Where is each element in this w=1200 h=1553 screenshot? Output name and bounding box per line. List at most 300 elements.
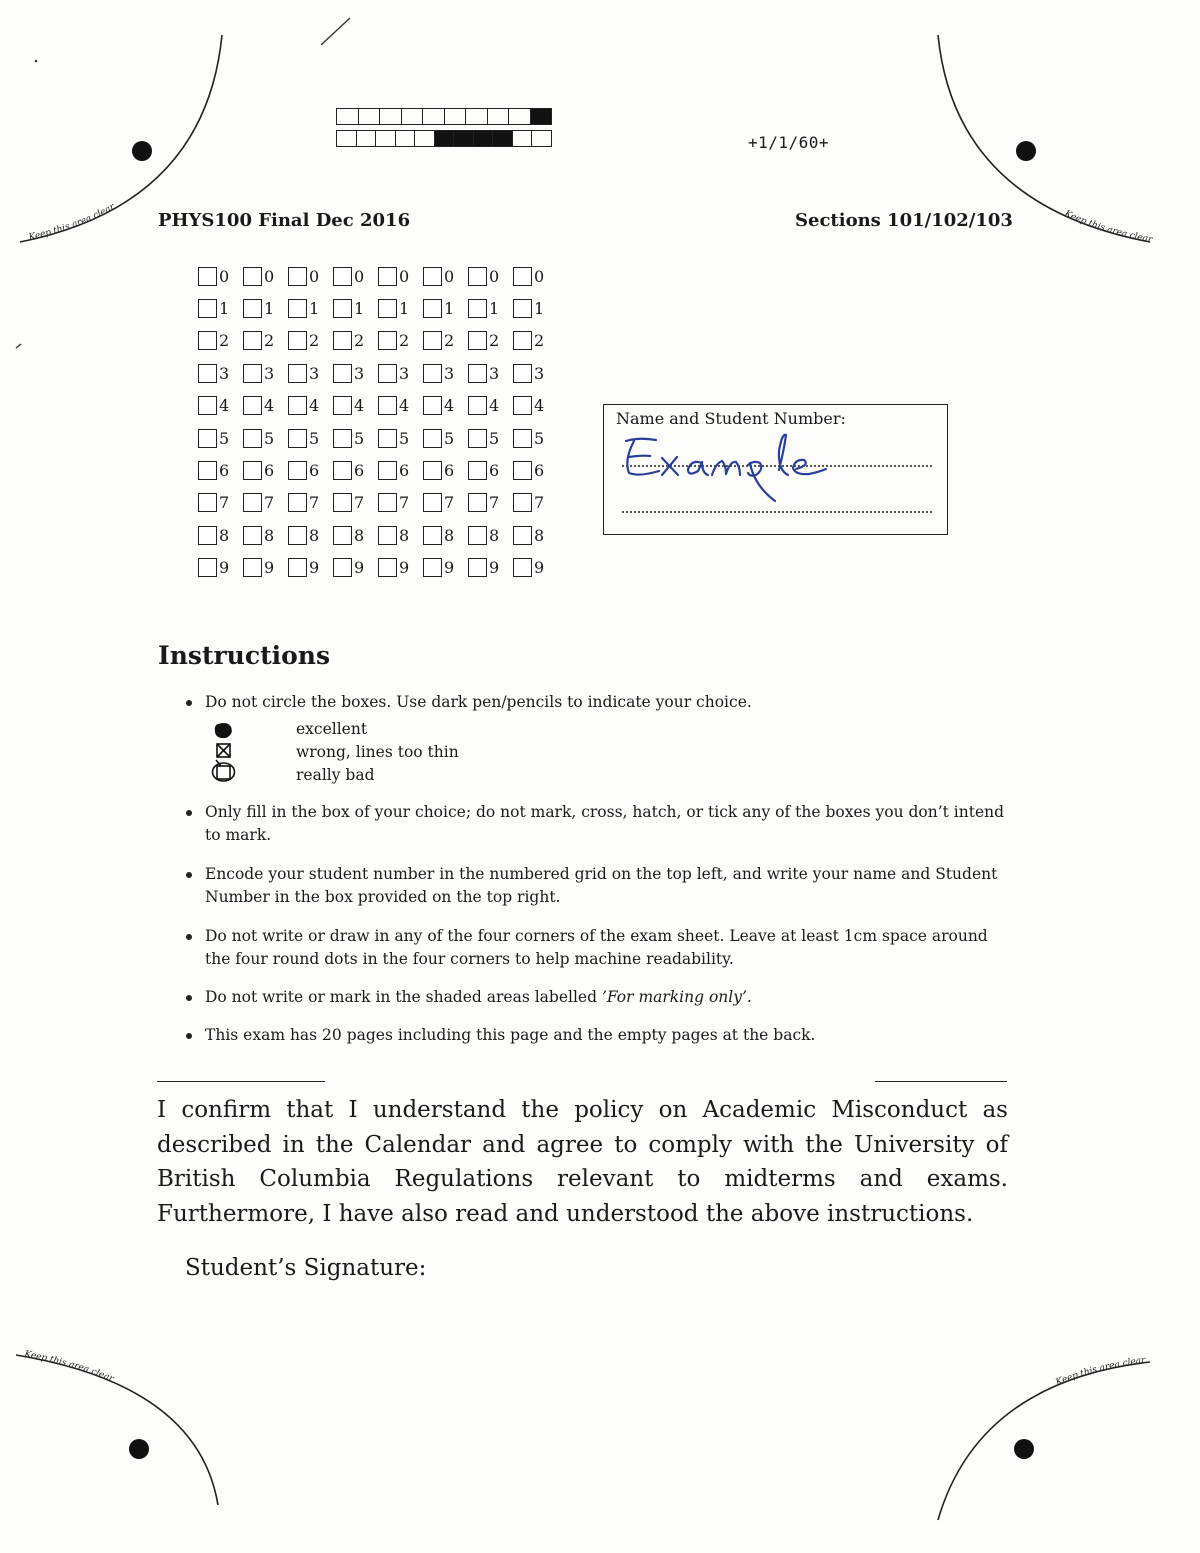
digit-checkbox[interactable]: [198, 558, 217, 577]
digit-label: 8: [399, 525, 410, 545]
excellent-mark-icon: [215, 723, 232, 738]
grid-row: [198, 325, 558, 357]
digit-checkbox[interactable]: [423, 396, 442, 415]
digit-checkbox[interactable]: [243, 429, 262, 448]
digit-option: [468, 461, 513, 480]
digit-checkbox[interactable]: [513, 461, 532, 480]
digit-option: [288, 331, 333, 350]
digit-label: 0: [444, 266, 455, 286]
grid-row: [198, 422, 558, 454]
digit-option: [198, 558, 243, 577]
digit-label: 3: [399, 363, 410, 383]
divider-left: [157, 1081, 325, 1082]
digit-checkbox[interactable]: [513, 364, 532, 383]
digit-option: [468, 364, 513, 383]
digit-checkbox[interactable]: [513, 267, 532, 286]
digit-label: 2: [354, 331, 365, 351]
instruction-item: Do not write or draw in any of the four corners of the exam sheet. Leave at least 1cm space around the four round dots in the four corners to help machine readability.: [186, 925, 1008, 971]
digit-checkbox[interactable]: [423, 493, 442, 512]
digit-option: [513, 364, 558, 383]
digit-checkbox[interactable]: [513, 558, 532, 577]
digit-checkbox[interactable]: [288, 493, 307, 512]
name-student-number-box[interactable]: [603, 404, 948, 535]
digit-option: [198, 364, 243, 383]
digit-checkbox[interactable]: [468, 331, 487, 350]
digit-checkbox[interactable]: [288, 558, 307, 577]
digit-option: [288, 396, 333, 415]
digit-checkbox[interactable]: [288, 299, 307, 318]
digit-checkbox[interactable]: [333, 331, 352, 350]
grid-row: [198, 292, 558, 324]
digit-label: 2: [444, 331, 455, 351]
digit-label: 5: [399, 428, 410, 448]
digit-checkbox[interactable]: [378, 364, 397, 383]
digit-option: [243, 493, 288, 512]
digit-label: 4: [354, 396, 365, 416]
academic-misconduct-statement: I confirm that I understand the policy on Academic Misconduct as described in the Calendar and agree to comply with the University of British Columbia Regulations relevant to midterms and exams. Furthermore, I have also read and understood the above instructions.: [157, 1097, 1008, 1227]
thin-lines-mark-icon: [217, 744, 230, 757]
digit-label: 7: [264, 493, 275, 513]
digit-option: [468, 396, 513, 415]
grid-row: [198, 390, 558, 422]
digit-label: 2: [264, 331, 275, 351]
digit-label: 1: [399, 299, 410, 319]
digit-option: [378, 267, 423, 286]
digit-option: [243, 331, 288, 350]
digit-label: 5: [444, 428, 455, 448]
digit-checkbox[interactable]: [513, 299, 532, 318]
digit-option: [198, 331, 243, 350]
digit-checkbox[interactable]: [243, 364, 262, 383]
digit-label: 1: [444, 299, 455, 319]
digit-option: [288, 493, 333, 512]
digit-label: 6: [309, 461, 320, 481]
digit-option: [468, 558, 513, 577]
stray-mark: [16, 344, 21, 348]
digit-checkbox[interactable]: [378, 493, 397, 512]
barcode-cell: [531, 108, 553, 125]
digit-label: 7: [489, 493, 500, 513]
page-barcode-bottom: [336, 130, 552, 147]
digit-option: [198, 526, 243, 545]
digit-option: [513, 299, 558, 318]
digit-option: [243, 364, 288, 383]
digit-checkbox[interactable]: [333, 526, 352, 545]
grid-row: [198, 454, 558, 486]
digit-label: 2: [399, 331, 410, 351]
digit-option: [468, 267, 513, 286]
digit-checkbox[interactable]: [198, 461, 217, 480]
digit-option: [333, 461, 378, 480]
digit-label: 3: [489, 363, 500, 383]
digit-option: [513, 558, 558, 577]
digit-option: [288, 299, 333, 318]
digit-label: 3: [534, 363, 545, 383]
grid-row: [198, 519, 558, 551]
digit-label: 4: [309, 396, 320, 416]
digit-checkbox[interactable]: [288, 526, 307, 545]
legend-wrong: wrong, lines too thin: [296, 743, 459, 761]
digit-label: 6: [534, 461, 545, 481]
digit-option: [288, 558, 333, 577]
digit-option: [288, 429, 333, 448]
barcode-cell: [445, 108, 467, 125]
barcode-cell: [509, 108, 531, 125]
digit-option: [423, 396, 468, 415]
course-title: PHYS100 Final Dec 2016: [158, 210, 411, 231]
digit-checkbox[interactable]: [468, 429, 487, 448]
digit-label: 6: [399, 461, 410, 481]
digit-option: [513, 396, 558, 415]
barcode-cell: [423, 108, 445, 125]
barcode-cell: [474, 130, 494, 147]
digit-label: 5: [264, 428, 275, 448]
digit-option: [288, 267, 333, 286]
barcode-cell: [493, 130, 513, 147]
bullet-icon: [186, 700, 192, 706]
digit-checkbox[interactable]: [243, 558, 262, 577]
digit-label: 3: [444, 363, 455, 383]
digit-option: [468, 299, 513, 318]
digit-option: [198, 429, 243, 448]
digit-checkbox[interactable]: [288, 396, 307, 415]
digit-option: [243, 267, 288, 286]
digit-checkbox[interactable]: [198, 331, 217, 350]
instruction-item: Do not circle the boxes. Use dark pen/pencils to indicate your choice.: [186, 691, 1008, 714]
digit-label: 6: [219, 461, 230, 481]
digit-checkbox[interactable]: [378, 526, 397, 545]
digit-checkbox[interactable]: [513, 493, 532, 512]
digit-option: [378, 493, 423, 512]
digit-checkbox[interactable]: [198, 267, 217, 286]
digit-option: [243, 558, 288, 577]
page-code: +1/1/60+: [748, 133, 830, 152]
digit-option: [378, 526, 423, 545]
digit-label: 1: [219, 299, 230, 319]
digit-checkbox[interactable]: [513, 429, 532, 448]
handwritten-name: [604, 425, 949, 505]
digit-label: 0: [309, 266, 320, 286]
digit-label: 9: [354, 558, 365, 578]
digit-label: 3: [354, 363, 365, 383]
digit-label: 0: [534, 266, 545, 286]
name-line-2: [622, 511, 932, 513]
digit-checkbox[interactable]: [513, 396, 532, 415]
digit-label: 1: [309, 299, 320, 319]
digit-checkbox[interactable]: [333, 267, 352, 286]
digit-checkbox[interactable]: [513, 331, 532, 350]
digit-option: [423, 267, 468, 286]
digit-checkbox[interactable]: [378, 461, 397, 480]
digit-label: 5: [219, 428, 230, 448]
digit-checkbox[interactable]: [423, 267, 442, 286]
digit-option: [333, 493, 378, 512]
digit-option: [288, 526, 333, 545]
barcode-cell: [336, 130, 357, 147]
sections-label: Sections 101/102/103: [795, 210, 1013, 231]
digit-label: 2: [219, 331, 230, 351]
digit-option: [423, 461, 468, 480]
digit-option: [198, 299, 243, 318]
digit-label: 6: [489, 461, 500, 481]
digit-option: [423, 493, 468, 512]
digit-option: [513, 267, 558, 286]
digit-checkbox[interactable]: [243, 461, 262, 480]
instruction-text: Do not write or mark in the shaded areas labelled: [205, 988, 602, 1006]
digit-option: [333, 331, 378, 350]
digit-option: [513, 526, 558, 545]
barcode-cell: [488, 108, 510, 125]
digit-label: 6: [444, 461, 455, 481]
digit-option: [333, 267, 378, 286]
digit-label: 6: [264, 461, 275, 481]
digit-option: [378, 396, 423, 415]
digit-option: [378, 429, 423, 448]
digit-checkbox[interactable]: [243, 396, 262, 415]
digit-label: 8: [489, 525, 500, 545]
digit-option: [513, 461, 558, 480]
digit-label: 7: [399, 493, 410, 513]
digit-label: 5: [534, 428, 545, 448]
digit-checkbox[interactable]: [198, 299, 217, 318]
digit-checkbox[interactable]: [378, 396, 397, 415]
digit-label: 3: [219, 363, 230, 383]
name-box-label: Name and Student Number:: [616, 409, 846, 428]
digit-label: 8: [444, 525, 455, 545]
bullet-icon: [186, 1033, 192, 1039]
digit-label: 4: [534, 396, 545, 416]
digit-label: 9: [444, 558, 455, 578]
registration-dot-bottom-left: [129, 1439, 149, 1459]
digit-checkbox[interactable]: [288, 267, 307, 286]
digit-option: [198, 461, 243, 480]
digit-checkbox[interactable]: [288, 331, 307, 350]
marking-legend-icons: [206, 720, 238, 786]
digit-label: 7: [219, 493, 230, 513]
digit-label: 9: [219, 558, 230, 578]
digit-checkbox[interactable]: [468, 558, 487, 577]
digit-checkbox[interactable]: [333, 558, 352, 577]
bullet-icon: [186, 872, 192, 878]
digit-label: 0: [264, 266, 275, 286]
digit-checkbox[interactable]: [423, 429, 442, 448]
digit-checkbox[interactable]: [243, 331, 262, 350]
digit-label: 5: [489, 428, 500, 448]
digit-label: 3: [309, 363, 320, 383]
barcode-cell: [396, 130, 416, 147]
digit-checkbox[interactable]: [198, 526, 217, 545]
digit-checkbox[interactable]: [198, 364, 217, 383]
digit-checkbox[interactable]: [423, 299, 442, 318]
bullet-icon: [186, 995, 192, 1001]
stray-mark: [321, 18, 350, 45]
instruction-emphasis: ’For marking only’.: [601, 988, 752, 1006]
digit-checkbox[interactable]: [243, 267, 262, 286]
barcode-cell: [435, 130, 455, 147]
digit-label: 7: [534, 493, 545, 513]
digit-checkbox[interactable]: [333, 364, 352, 383]
digit-label: 2: [534, 331, 545, 351]
instruction-item: Only fill in the box of your choice; do not mark, cross, hatch, or tick any of the boxes you don’t intend to mark.: [186, 801, 1008, 847]
barcode-cell: [513, 130, 533, 147]
digit-option: [333, 396, 378, 415]
corner-label-bottom-right: Keep this area clear: [1054, 1355, 1147, 1389]
digit-checkbox[interactable]: [468, 267, 487, 286]
digit-checkbox[interactable]: [468, 299, 487, 318]
digit-label: 6: [354, 461, 365, 481]
digit-checkbox[interactable]: [243, 299, 262, 318]
digit-label: 4: [264, 396, 275, 416]
digit-label: 4: [489, 396, 500, 416]
corner-arc-bottom-left: [16, 1355, 218, 1505]
digit-label: 5: [309, 428, 320, 448]
digit-checkbox[interactable]: [333, 493, 352, 512]
student-number-grid: [198, 260, 558, 584]
digit-checkbox[interactable]: [243, 526, 262, 545]
digit-option: [513, 331, 558, 350]
digit-checkbox[interactable]: [198, 493, 217, 512]
digit-option: [243, 461, 288, 480]
digit-checkbox[interactable]: [468, 526, 487, 545]
digit-checkbox[interactable]: [333, 429, 352, 448]
digit-label: 8: [354, 525, 365, 545]
barcode-cell: [336, 108, 359, 125]
digit-label: 2: [489, 331, 500, 351]
digit-label: 0: [354, 266, 365, 286]
digit-label: 9: [489, 558, 500, 578]
digit-label: 9: [399, 558, 410, 578]
digit-checkbox[interactable]: [423, 331, 442, 350]
digit-checkbox[interactable]: [198, 396, 217, 415]
divider-right: [875, 1081, 1007, 1082]
digit-label: 4: [444, 396, 455, 416]
registration-dot-top-left: [132, 141, 152, 161]
digit-checkbox[interactable]: [378, 331, 397, 350]
digit-checkbox[interactable]: [378, 429, 397, 448]
page-barcode-top: [336, 108, 552, 125]
digit-checkbox[interactable]: [243, 493, 262, 512]
digit-option: [378, 558, 423, 577]
digit-option: [468, 429, 513, 448]
digit-option: [198, 267, 243, 286]
digit-option: [198, 396, 243, 415]
digit-checkbox[interactable]: [288, 461, 307, 480]
digit-option: [468, 493, 513, 512]
corner-arc-bottom-right: [938, 1362, 1150, 1520]
digit-label: 7: [354, 493, 365, 513]
digit-checkbox[interactable]: [423, 558, 442, 577]
digit-option: [288, 364, 333, 383]
digit-checkbox[interactable]: [468, 461, 487, 480]
digit-option: [378, 364, 423, 383]
digit-label: 1: [264, 299, 275, 319]
digit-checkbox[interactable]: [513, 526, 532, 545]
digit-checkbox[interactable]: [423, 526, 442, 545]
bullet-icon: [186, 810, 192, 816]
instruction-item: This exam has 20 pages including this page and the empty pages at the back.: [186, 1024, 1008, 1047]
legend-excellent: excellent: [296, 720, 368, 738]
digit-checkbox[interactable]: [288, 429, 307, 448]
digit-option: [513, 493, 558, 512]
digit-option: [513, 429, 558, 448]
digit-option: [333, 299, 378, 318]
digit-checkbox[interactable]: [423, 461, 442, 480]
digit-label: 8: [534, 525, 545, 545]
digit-label: 0: [489, 266, 500, 286]
digit-label: 9: [534, 558, 545, 578]
digit-label: 4: [219, 396, 230, 416]
digit-label: 9: [309, 558, 320, 578]
signature-label: Student’s Signature:: [185, 1255, 427, 1281]
digit-option: [333, 558, 378, 577]
digit-checkbox[interactable]: [378, 267, 397, 286]
digit-option: [468, 331, 513, 350]
digit-option: [378, 331, 423, 350]
digit-option: [243, 526, 288, 545]
digit-label: 8: [219, 525, 230, 545]
barcode-cell: [376, 130, 396, 147]
digit-checkbox[interactable]: [378, 299, 397, 318]
digit-label: 5: [354, 428, 365, 448]
corner-label-top-left: Keep this area clear: [27, 202, 117, 243]
digit-checkbox[interactable]: [378, 558, 397, 577]
grid-row: [198, 260, 558, 292]
instruction-item: Encode your student number in the numbered grid on the top left, and write your name and Student Number in the box provided on the top right.: [186, 863, 1008, 909]
digit-checkbox[interactable]: [468, 364, 487, 383]
barcode-cell: [454, 130, 474, 147]
digit-checkbox[interactable]: [333, 461, 352, 480]
grid-row: [198, 487, 558, 519]
digit-option: [423, 331, 468, 350]
digit-option: [288, 461, 333, 480]
digit-checkbox[interactable]: [468, 396, 487, 415]
digit-checkbox[interactable]: [333, 299, 352, 318]
grid-row: [198, 552, 558, 584]
digit-checkbox[interactable]: [333, 396, 352, 415]
digit-label: 4: [399, 396, 410, 416]
digit-option: [423, 299, 468, 318]
digit-label: 2: [309, 331, 320, 351]
digit-option: [423, 526, 468, 545]
digit-option: [333, 526, 378, 545]
barcode-cell: [359, 108, 381, 125]
stray-mark: [35, 60, 38, 63]
digit-label: 7: [309, 493, 320, 513]
digit-label: 1: [489, 299, 500, 319]
digit-option: [468, 526, 513, 545]
digit-checkbox[interactable]: [423, 364, 442, 383]
digit-label: 8: [264, 525, 275, 545]
barcode-cell: [415, 130, 435, 147]
digit-checkbox[interactable]: [468, 493, 487, 512]
barcode-cell: [466, 108, 488, 125]
digit-option: [378, 461, 423, 480]
digit-label: 7: [444, 493, 455, 513]
bad-mark-icon: [213, 760, 235, 781]
barcode-cell: [357, 130, 377, 147]
digit-label: 8: [309, 525, 320, 545]
digit-label: 1: [354, 299, 365, 319]
digit-label: 0: [399, 266, 410, 286]
instruction-item: [186, 986, 1008, 1009]
digit-label: 0: [219, 266, 230, 286]
registration-dot-top-right: [1016, 141, 1036, 161]
grid-row: [198, 357, 558, 389]
digit-checkbox[interactable]: [288, 364, 307, 383]
digit-checkbox[interactable]: [198, 429, 217, 448]
barcode-cell: [402, 108, 424, 125]
instructions-title: Instructions: [158, 641, 331, 670]
